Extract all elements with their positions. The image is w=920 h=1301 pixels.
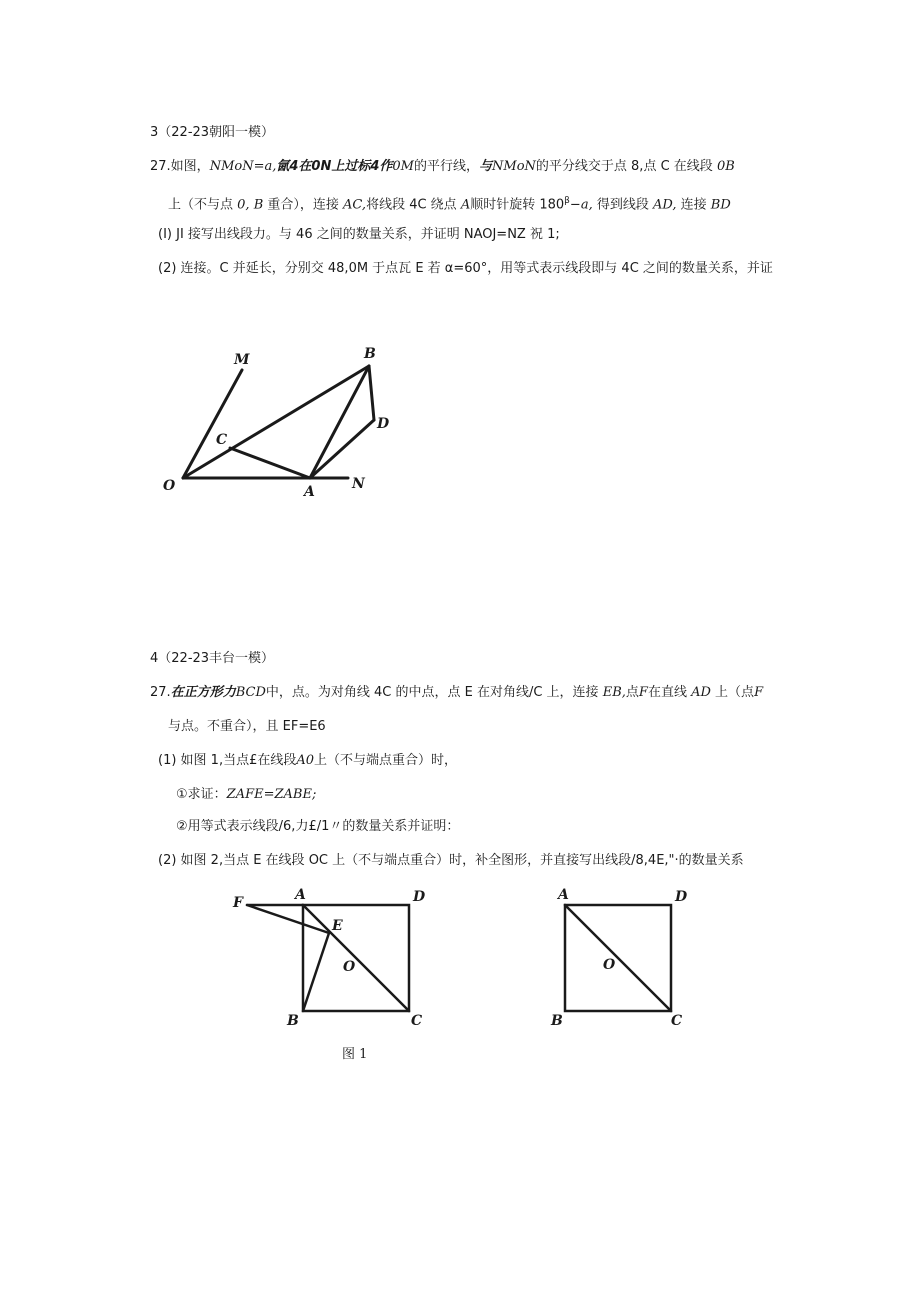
problem4-figure2 xyxy=(545,885,705,1035)
text-run: A0 xyxy=(296,753,315,768)
text-run: ①求证： xyxy=(176,787,227,802)
text-run: 27.如图， xyxy=(150,159,210,174)
text-run: NMoN=a, xyxy=(209,159,277,174)
problem4-statement-line1 xyxy=(150,684,763,702)
text-run: (1) 如图 1,当点£在线段 xyxy=(158,753,297,768)
text-run: 0B xyxy=(716,159,735,174)
problem4-question1 xyxy=(158,752,457,770)
text-run: 的平分线交于点 8,点 C 在线段 xyxy=(535,159,713,174)
text-run: a, xyxy=(580,197,593,213)
label-A: A xyxy=(304,484,315,500)
text-run: EB, xyxy=(602,685,626,700)
text-run: BCD xyxy=(235,685,266,700)
segment-BD xyxy=(369,366,374,420)
text-run: 与 xyxy=(479,159,493,174)
text-run: NMoN xyxy=(492,159,536,174)
problem3-header: 3（22-23朝阳一模） xyxy=(150,125,275,140)
label-B: B xyxy=(287,1013,299,1029)
label-O: O xyxy=(163,478,176,494)
label-O: O xyxy=(343,959,356,975)
text-run: 连接 xyxy=(680,197,707,213)
label-D: D xyxy=(413,889,426,905)
problem4-statement-line2: 与点。不重合），且 EF=E6 xyxy=(168,719,326,734)
problem3-question2: (2) 连接。C 并延长，分别交 48,0M 于点瓦 E 若 α=60°，用等式表示线段即与 4C 之间的数量关系，并证 xyxy=(158,261,773,276)
text-run: β xyxy=(564,196,570,206)
text-run: 在正方形力 xyxy=(170,685,236,700)
figure-caption: 图 1 xyxy=(342,1047,368,1062)
label-D: D xyxy=(377,416,390,432)
text-run: 氤4在 xyxy=(276,159,312,174)
text-run: F xyxy=(754,685,764,700)
label-C: C xyxy=(216,432,228,448)
label-C: C xyxy=(671,1013,683,1029)
text-run: 得到线段 xyxy=(596,197,649,213)
problem4-question1b: ②用等式表示线段/6,力£/1〃的数量关系并证明： xyxy=(176,819,460,834)
text-run: AC, xyxy=(343,197,367,213)
problem4-question2: (2) 如图 2,当点 E 在线段 OC 上（不与端点重合）时，补全图形，并直接写出线段/8,4E,"·的数量关系 xyxy=(158,853,744,868)
label-C: C xyxy=(411,1013,423,1029)
label-A: A xyxy=(558,887,569,903)
text-run: 顺时针旋转 180 xyxy=(470,197,565,213)
text-run: 在直线 xyxy=(647,685,687,700)
text-run: BD xyxy=(710,197,731,213)
problem4-header: 4（22-23丰台一模） xyxy=(150,651,275,666)
text-run: F xyxy=(638,685,648,700)
label-E: E xyxy=(332,918,343,934)
text-run: 的平行线， xyxy=(413,159,479,174)
text-run: AD, xyxy=(653,197,677,213)
text-run: 上（点 xyxy=(715,685,755,700)
segment-EB xyxy=(303,933,329,1011)
label-M: M xyxy=(234,352,250,368)
text-run: 0, B xyxy=(237,197,264,213)
text-run: 上（不与点 xyxy=(168,197,234,213)
problem3-question1: (I) JI 接写出线段力。与 46 之间的数量关系，并证明 NAOJ=NZ 祝 1; xyxy=(158,227,560,242)
problem4-figure1 xyxy=(225,885,435,1070)
problem4-question1a xyxy=(176,786,316,804)
text-run: − xyxy=(569,197,581,213)
text-run: ZAFE=ZABE; xyxy=(226,787,317,802)
label-O: O xyxy=(603,957,616,973)
text-run: 0M xyxy=(392,159,414,174)
problem3-figure xyxy=(150,340,410,510)
text-run: AD xyxy=(691,685,711,700)
text-run: 上（不与端点重合）时， xyxy=(314,753,458,768)
segment-AD xyxy=(310,420,374,478)
text-run: 27. xyxy=(150,685,171,700)
problem3-statement-line2 xyxy=(168,192,731,214)
problem3-statement-line1 xyxy=(150,158,735,176)
label-F: F xyxy=(233,895,243,911)
label-N: N xyxy=(352,476,365,492)
text-run: 点 xyxy=(625,685,639,700)
text-run: A xyxy=(460,197,471,213)
text-run: 将线段 4C 绕点 xyxy=(366,197,457,213)
label-A: A xyxy=(295,887,306,903)
label-B: B xyxy=(551,1013,563,1029)
text-run: 0N上过标4作 xyxy=(311,159,393,174)
segment-CA xyxy=(230,448,310,478)
label-B: B xyxy=(364,346,376,362)
label-D: D xyxy=(675,889,688,905)
segment-AC xyxy=(303,905,409,1011)
text-run: 重合），连接 xyxy=(267,197,339,213)
segment-AC xyxy=(565,905,671,1011)
text-run: 中，点。为对角线 4C 的中点，点 E 在对角线/C 上，连接 xyxy=(265,685,599,700)
